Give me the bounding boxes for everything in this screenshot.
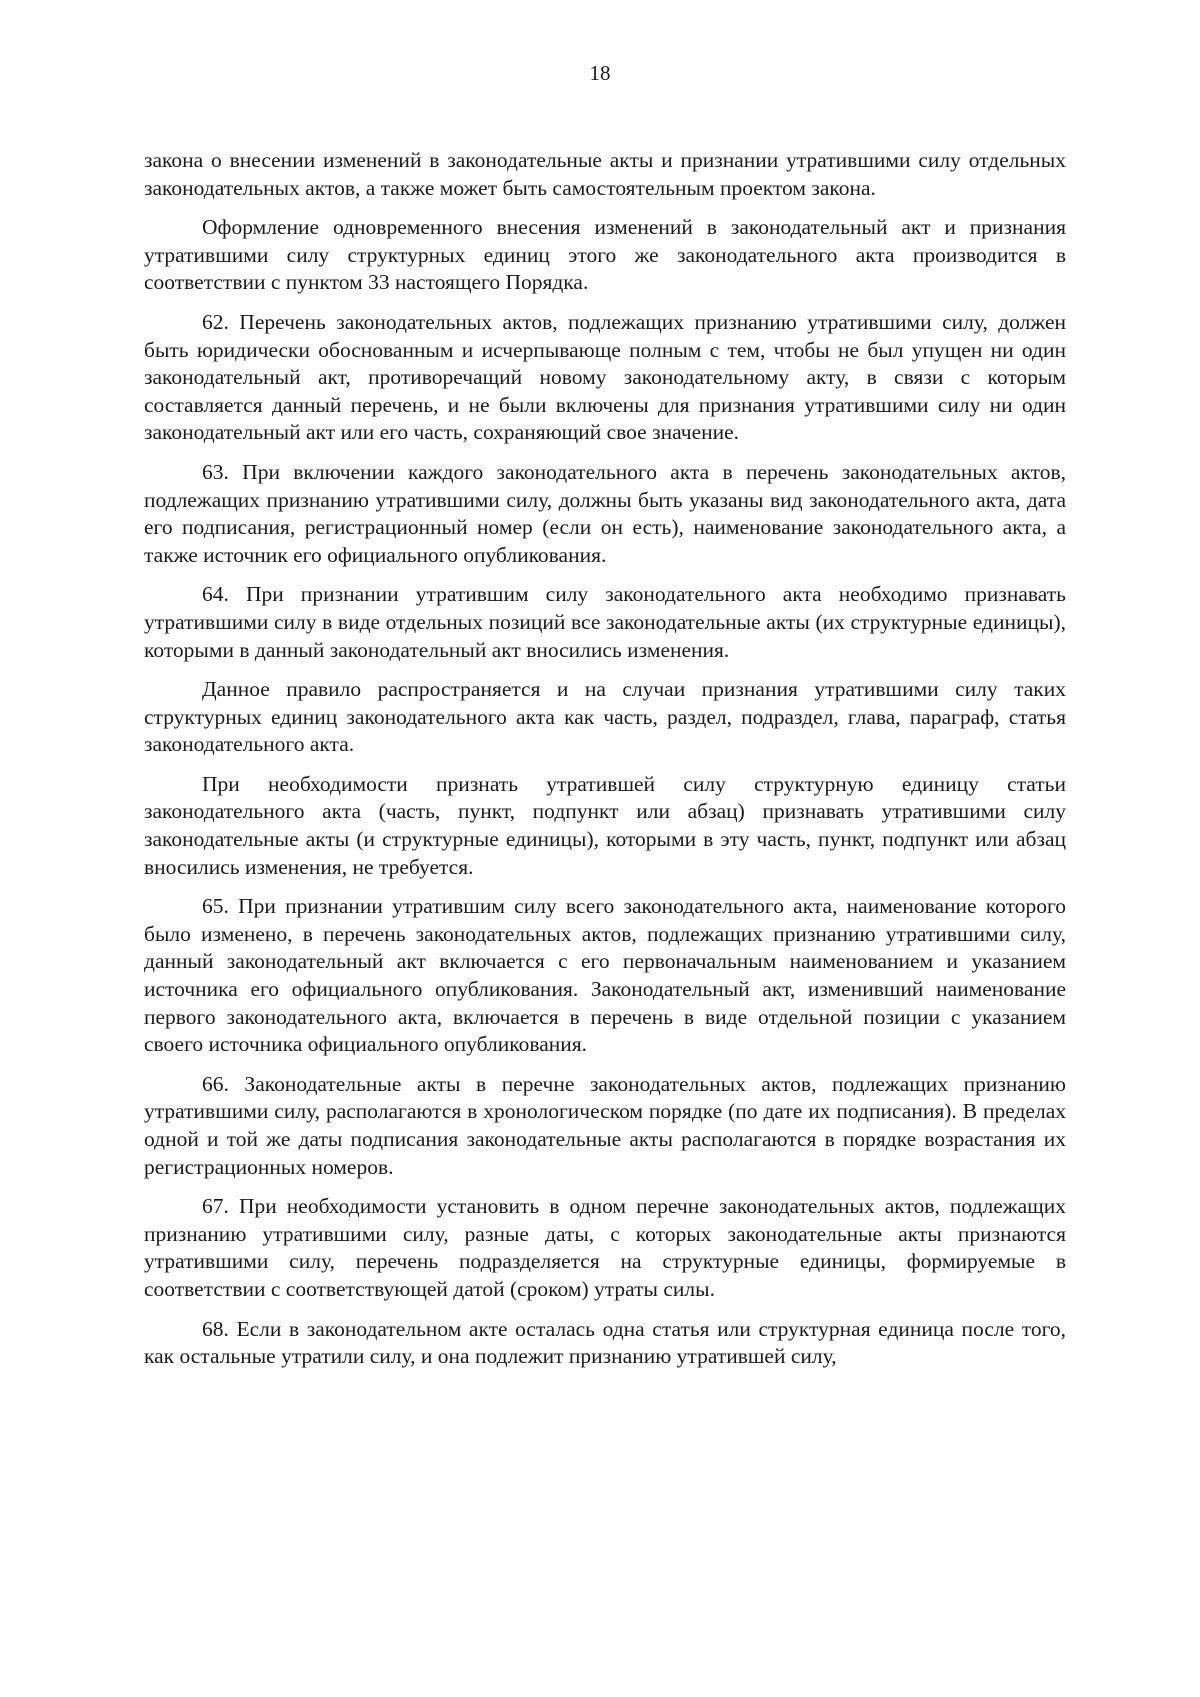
document-body [144,147,1066,1383]
paragraph: Данное правило распространяется и на случаи признания утратившими силу таких структурных единиц законодательного акта как часть, раздел, подраздел, глава, параграф, статья законодательного акта. [144,677,1066,757]
paragraph-item-68: 68. Если в законодательном акте осталась одна статья или структурная единица после того, как остальные утратили силу, и она подлежит признанию утратившей силу, [144,1316,1066,1369]
paragraph-item-63: 63. При включении каждого законодательного акта в перечень законодательных актов, подлежащих признанию утратившими силу, должны быть указаны вид законодательного акта, дата его подписания, регистрационный номер (если он есть), наименование законодательного акта, а также источник его официального опубликования. [144,459,1066,567]
paragraph-continuation: закона о внесении изменений в законодательные акты и признании утратившими силу отдельных законодательных актов, а также может быть самостоятельным проектом закона. [144,148,1066,200]
paragraph-item-62: 62. Перечень законодательных актов, подлежащих признанию утратившими силу, должен быть юридически обоснованным и исчерпывающе полным с тем, чтобы не был упущен ни один законодательный акт, противоречащий новому законодательному акту, в связи с которым составляется данный перечень, и не были включены для признания утратившими силу ни один законодательный акт или его часть, сохраняющий свое значение. [144,309,1066,445]
paragraph: Оформление одновременного внесения изменений в законодательный акт и признания утратившими силу структурных единиц этого же законодательного акта производится в соответствии с пунктом 33 настоящего Порядка. [144,215,1066,295]
paragraph-item-65: 65. При признании утратившим силу всего законодательного акта, наименование которого было изменено, в перечень законодательных актов, подлежащих признанию утратившими силу, данный законодательный акт включается с его первоначальным наименованием и указанием источника его официального опубликования. Законодательный акт, изменивший наименование первого законодательного акта, включается в перечень в виде отдельной позиции с указанием своего источника официального опубликования. [144,894,1066,1057]
paragraph: При необходимости признать утратившей силу структурную единицу статьи законодательного акта (часть, пункт, подпункт или абзац) признавать утратившими силу законодательные акты (и структурные единицы), которыми в эту часть, пункт, подпункт или абзац вносились изменения, не требуется. [144,771,1066,879]
page-number: 18 [589,61,611,85]
paragraph-item-67: 67. При необходимости установить в одном перечне законодательных актов, подлежащих признанию утратившими силу, разные даты, с которых законодательные акты признаются утратившими силу, перечень подразделяется на структурные единицы, формируемые в соответствии с соответствующей датой (сроком) утраты силы. [144,1194,1066,1301]
paragraph-item-66: 66. Законодательные акты в перечне законодательных актов, подлежащих признанию утратившими силу, располагаются в хронологическом порядке (по дате их подписания). В пределах одной и той же даты подписания законодательные акты располагаются в порядке возрастания их регистрационных номеров. [144,1071,1066,1179]
paragraph-item-64: 64. При признании утратившим силу законодательного акта необходимо признавать утратившими силу в виде отдельных позиций все законодательные акты (их структурные единицы), которыми в данный законодательный акт вносились изменения. [144,582,1066,662]
